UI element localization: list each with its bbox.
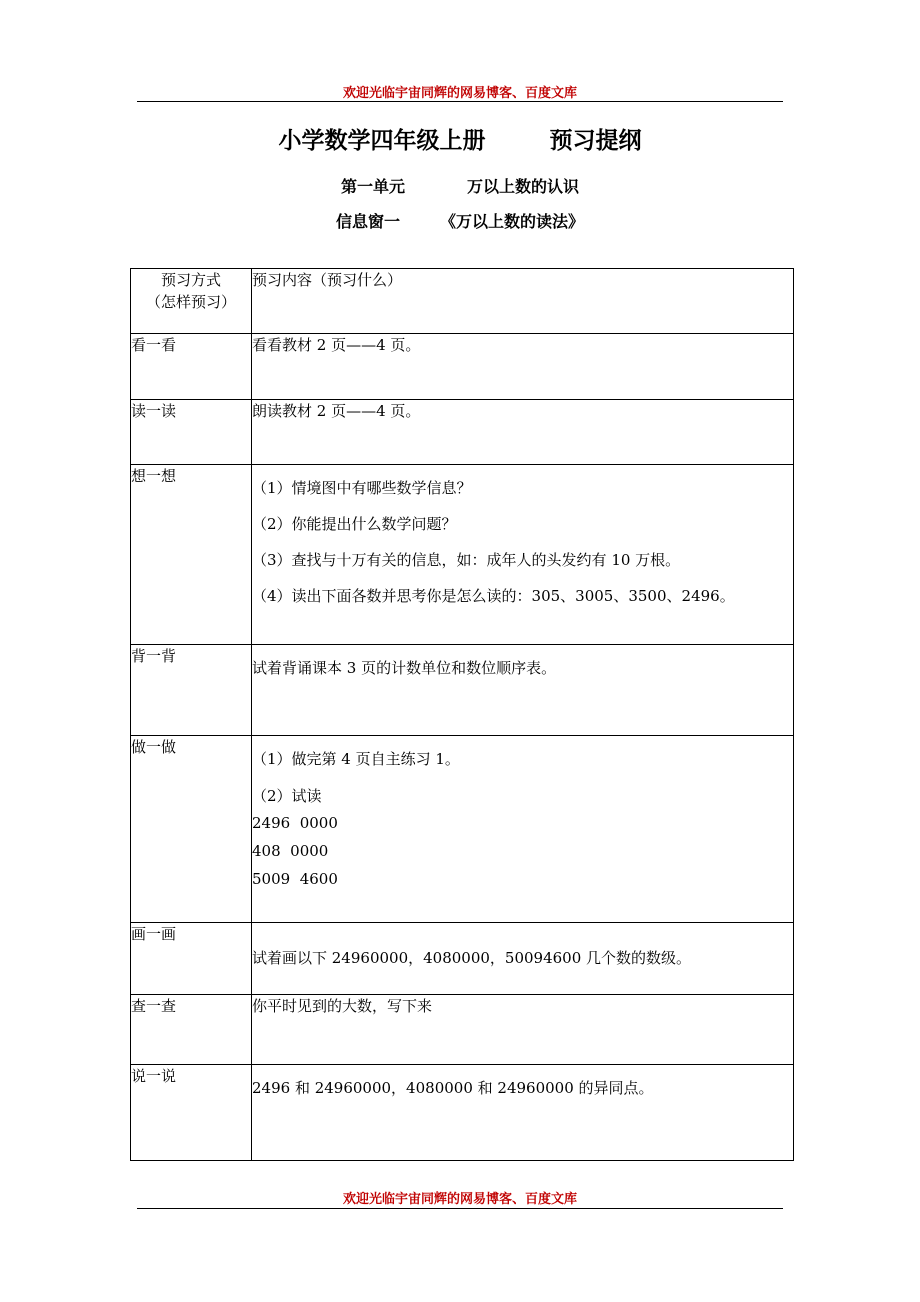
table-row — [131, 465, 794, 645]
header-method-line2: （怎样预习） — [145, 293, 236, 311]
row-content: 试着背诵课本 3 页的计数单位和数位顺序表。 — [252, 645, 794, 736]
table-row — [131, 645, 794, 736]
reading-number: 408 0000 — [252, 842, 329, 860]
window-label: 信息窗一 — [335, 212, 400, 231]
row-method: 查一查 — [131, 995, 252, 1065]
row-method: 做一做 — [131, 736, 252, 923]
row-method: 看一看 — [131, 334, 252, 400]
window-name: 《万以上数的读法》 — [440, 212, 585, 231]
header-rule — [137, 101, 783, 102]
table-row — [131, 923, 794, 995]
row-content: 2496 和 24960000，4080000 和 24960000 的异同点。 — [252, 1065, 794, 1161]
header-content-label: 预习内容（预习什么） — [252, 271, 403, 289]
question-item: （1）情境图中有哪些数学信息？ — [252, 479, 472, 497]
row-method: 读一读 — [131, 400, 252, 465]
footer-banner: 欢迎光临宇宙同辉的网易博客、百度文库 — [342, 1192, 577, 1207]
question-item: （4）读出下面各数并思考你是怎么读的：305、3005、3500、2496。 — [252, 587, 735, 605]
header-method-cell — [131, 269, 252, 334]
unit-label: 第一单元 — [340, 177, 405, 196]
table-row — [131, 736, 794, 923]
header-method-line1: 预习方式 — [160, 271, 221, 289]
table-row — [131, 334, 794, 400]
row-method: 画一画 — [131, 923, 252, 995]
question-item: （2）你能提出什么数学问题？ — [252, 515, 457, 533]
title-main: 小学数学四年级上册 — [278, 128, 486, 154]
row-method: 背一背 — [131, 645, 252, 736]
reading-number: 5009 4600 — [252, 870, 338, 888]
table-row — [131, 400, 794, 465]
reading-number: 2496 0000 — [252, 814, 338, 832]
unit-name: 万以上数的认识 — [467, 177, 580, 196]
header-banner: 欢迎光临宇宙同辉的网易博客、百度文库 — [342, 86, 577, 101]
row-content: 朗读教材 2 页——4 页。 — [252, 400, 794, 465]
window-heading — [0, 209, 920, 232]
table-row — [131, 995, 794, 1065]
row-content: 你平时见到的大数，写下来 — [252, 995, 794, 1065]
title-sub: 预习提纲 — [549, 128, 642, 154]
footer-rule — [137, 1208, 783, 1209]
task-item: （2）试读 — [252, 787, 322, 805]
table-header-row — [131, 269, 794, 334]
row-content: 试着画以下 24960000，4080000，50094600 几个数的数级。 — [252, 923, 794, 995]
row-method: 想一想 — [131, 465, 252, 645]
question-item: （3）查找与十万有关的信息，如：成年人的头发约有 10 万根。 — [252, 551, 681, 569]
unit-heading — [0, 174, 920, 197]
page-title — [0, 122, 920, 155]
row-content: 看看教材 2 页——4 页。 — [252, 334, 794, 400]
row-method: 说一说 — [131, 1065, 252, 1161]
table-row — [131, 1065, 794, 1161]
preview-outline-table — [130, 268, 794, 1161]
row-content — [252, 465, 794, 645]
row-content — [252, 736, 794, 923]
task-item: （1）做完第 4 页自主练习 1。 — [252, 750, 460, 768]
header-content-cell — [252, 269, 794, 334]
